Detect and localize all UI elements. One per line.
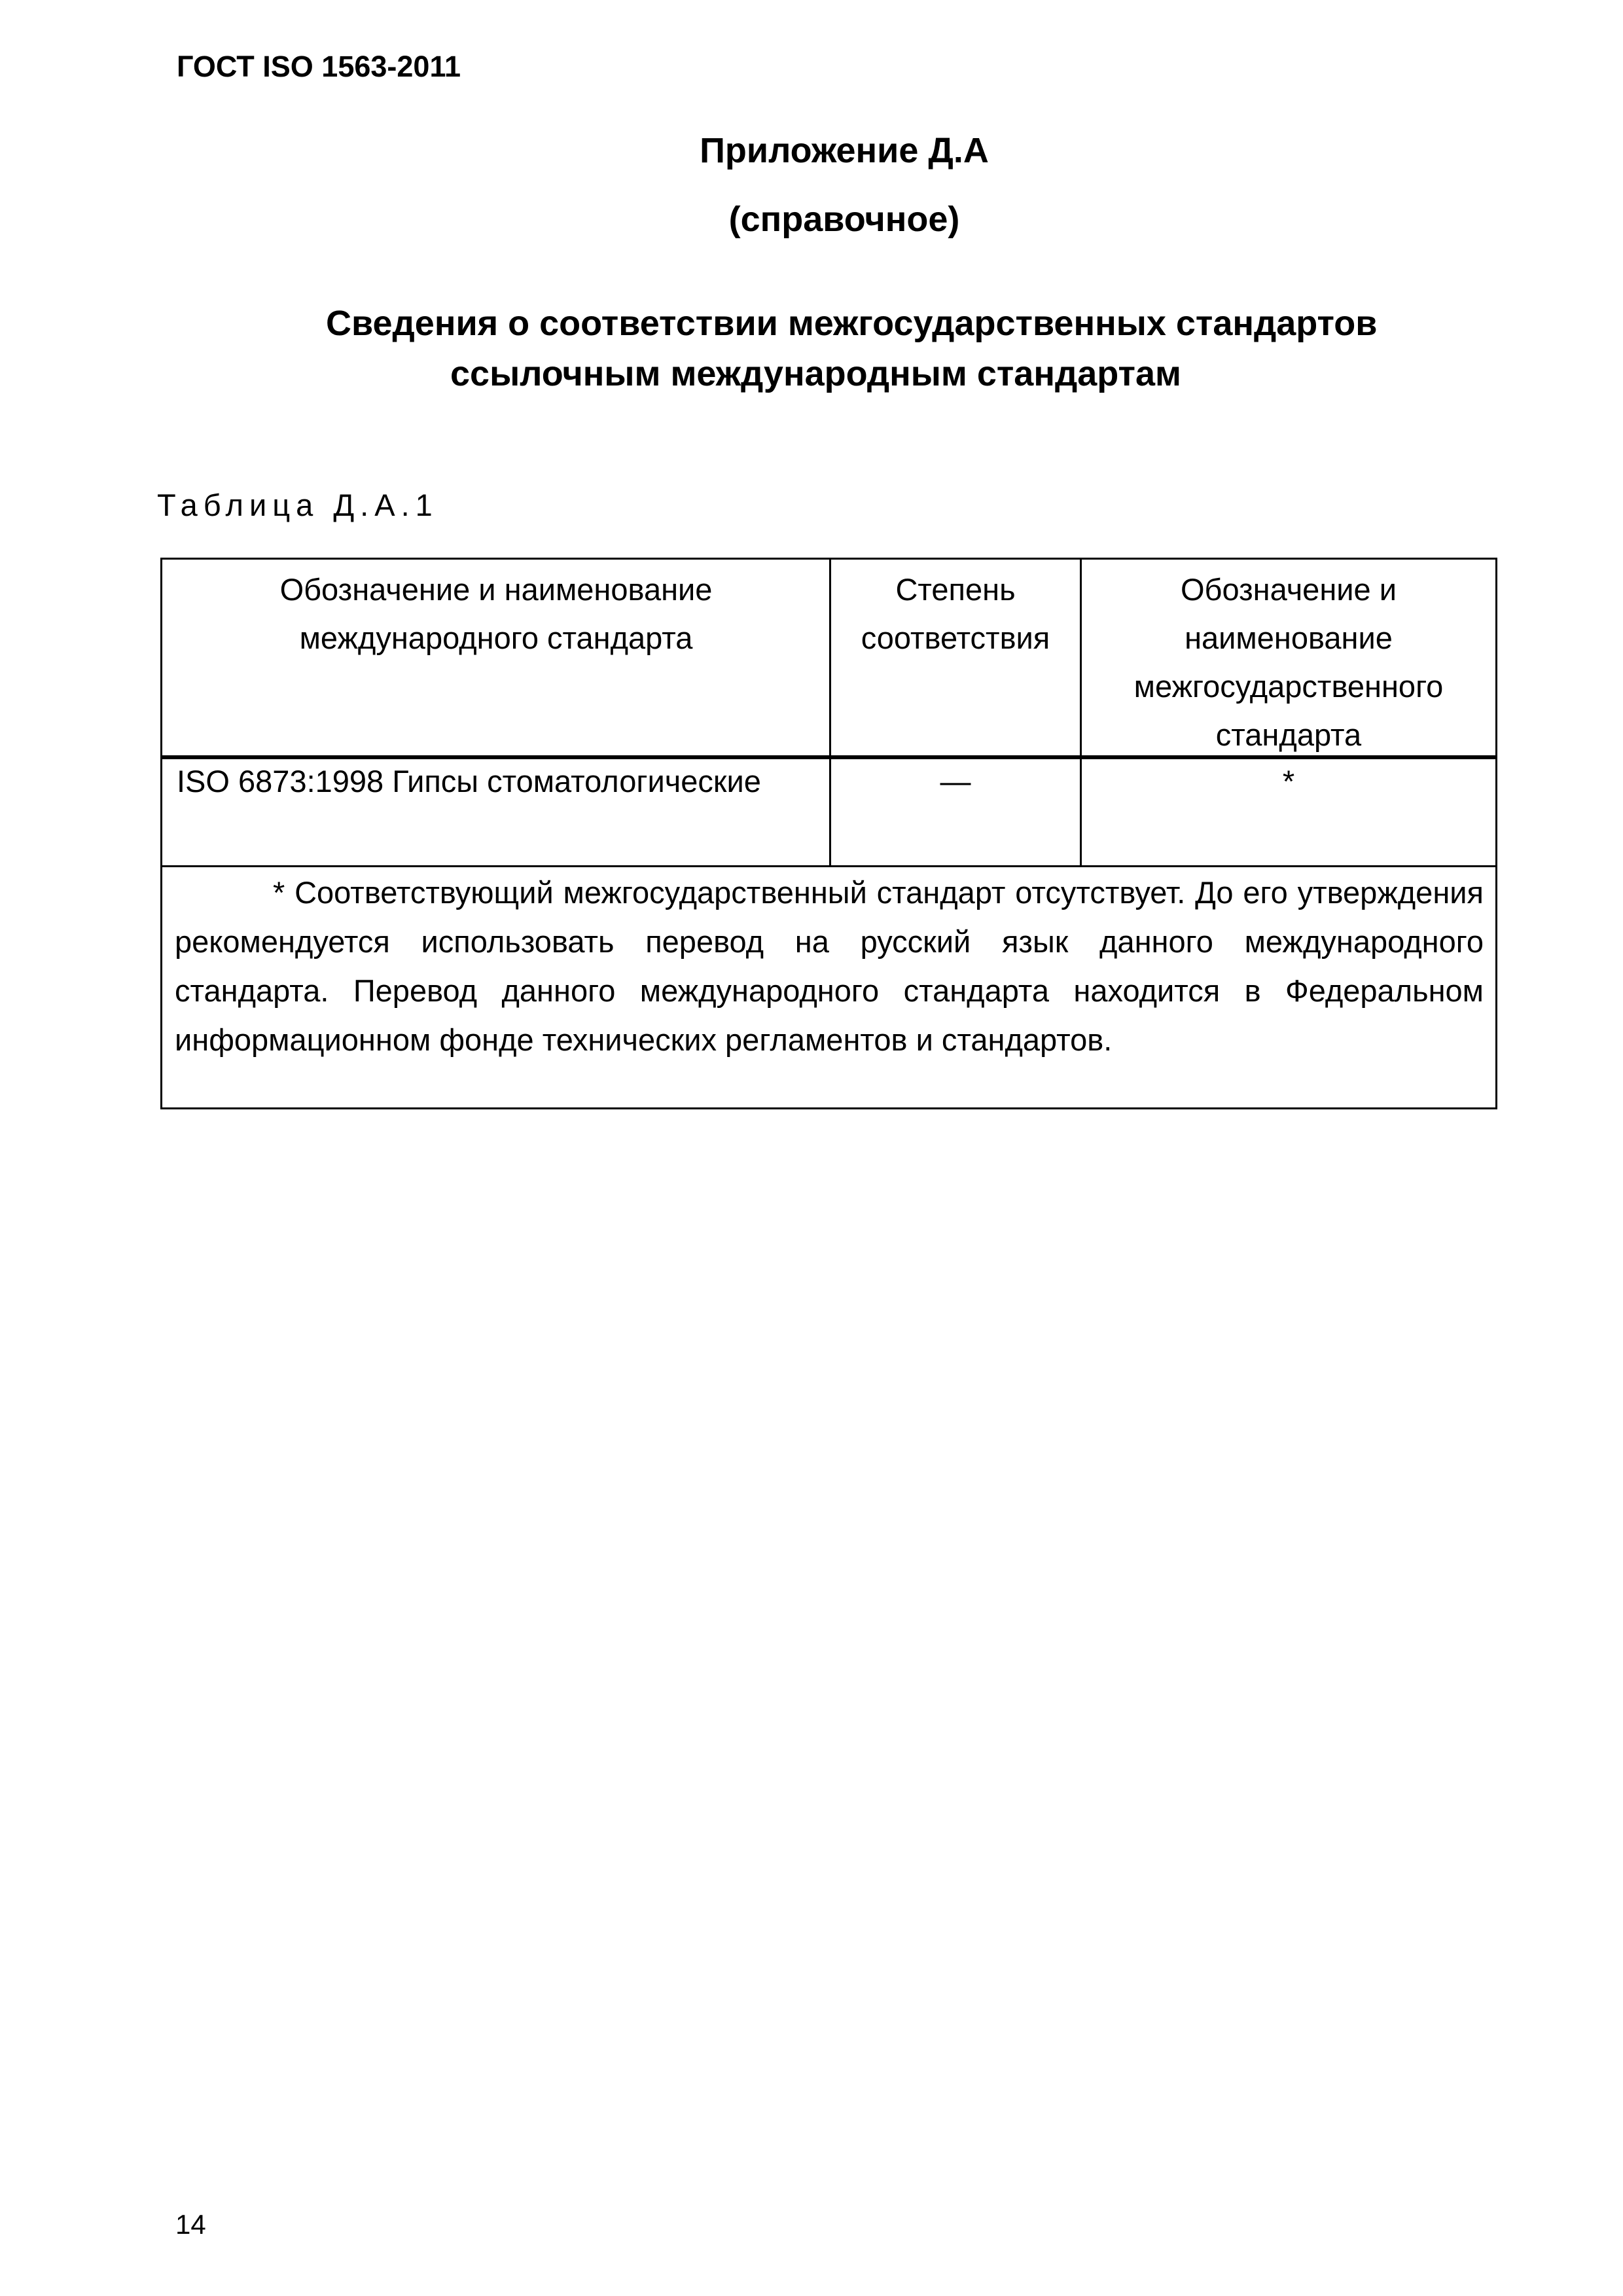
appendix-heading-line-1: Сведения о соответствии межгосударственных стандартов — [326, 304, 1378, 343]
page-number: 14 — [175, 2209, 206, 2240]
table-header-interstate-line: наименование — [1185, 620, 1393, 655]
table-footnote: * Соответствующий межгосударственный стандарт отсутствует. До его утверждения рекомендуется использовать перевод на русский язык данного международного стандарта. Перевод данного международного стандарта находится в Федеральном информационном фонде технических регламентов и стандартов. — [175, 875, 1484, 1057]
table-header-interstate-line: стандарта — [1215, 717, 1362, 752]
table-header-interstate-line: Обозначение и — [1181, 572, 1397, 607]
table-header-interstate-line: межгосударственного — [1133, 669, 1444, 704]
table-cell-international-standard: ISO 6873:1998 Гипсы стоматологические — [177, 764, 761, 798]
table-header-interstate — [1082, 565, 1495, 759]
document-code: ГОСТ ISO 1563-2011 — [177, 50, 461, 83]
table-cell-interstate-standard: * — [1282, 764, 1295, 798]
table-header-international: Обозначение и наименование международного стандарта — [279, 572, 713, 655]
appendix-title: Приложение Д.А — [700, 131, 989, 170]
table-column-divider — [829, 560, 831, 867]
table-cell-degree: — — [940, 764, 971, 798]
appendix-kind: (справочное) — [728, 200, 960, 239]
table-row-divider — [162, 865, 1495, 867]
table-header-degree: Степень соответствия — [861, 572, 1050, 655]
appendix-heading-line-2: ссылочным международным стандартам — [450, 354, 1181, 393]
table-caption: Таблица Д.А.1 — [157, 488, 438, 522]
